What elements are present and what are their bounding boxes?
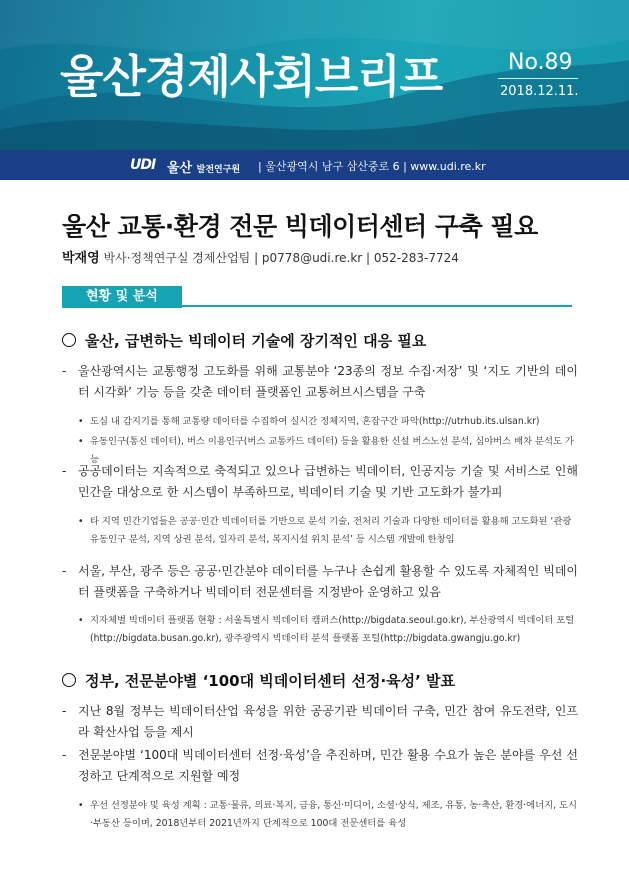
dash-bullet: - [62,564,67,578]
org-name-sub: 발전연구원 [196,165,241,175]
heading-2-text: 정부, 전문분야별 ‘100대 빅데이터센터 선정·육성’ 발표 [85,672,456,690]
masthead [0,0,629,150]
note-2-text: 유동인구(통신 데이터), 버스 이용인구(버스 교통카드 데이터) 등을 활용한 신설 버스노선 분석, 심야버스 배차 분석도 가능 [90,436,574,465]
circle-bullet-icon [62,333,76,347]
paragraph-2 [62,461,578,503]
dash-bullet: - [62,748,67,762]
issue-date: 2018.12.11. [500,84,579,99]
paragraph-3 [62,561,578,603]
note-4-text: 지자체별 빅데이터 플랫폼 현황 : 서울특별시 빅데이터 캠퍼스(http://bigdata.seoul.go.kr), 부산광역시 빅데이터 포털(http://bigdata.busan.go.kr), 광주광역시 빅데이터 분석 플랫폼 포털(http://bigdata.gwangju.go.kr) [90,615,575,644]
paragraph-1 [62,361,578,403]
paragraph-4-text: 지난 8월 정부는 빅데이터산업 육성을 위한 공공기관 빅데이터 구축, 민간 참여 유도전략, 인프라 확산사업 등을 제시 [78,704,578,739]
paragraph-3-text: 서울, 부산, 광주 등은 공공·민간분야 데이터를 누구나 손쉽게 활용할 수 있도록 자체적인 빅데이터 플랫폼을 구축하거나 빅데이터 전문센터를 지정받아 운영하고 있음 [78,564,578,599]
org-name [167,157,240,176]
dash-bullet: - [62,464,67,478]
author-info: 박사·정책연구실 경제산업팀 | p0778@udi.re.kr | 052-283-7724 [103,251,459,265]
address-and-website: | 울산광역시 남구 삼산중로 6 | www.udi.re.kr [258,160,486,173]
article-title: 울산 교통·환경 전문 빅데이터센터 구축 필요 [62,212,538,241]
heading-2 [62,670,455,691]
section-underline [182,305,572,307]
dash-bullet: - [62,704,67,718]
author-line [62,247,459,266]
dot-bullet: • [78,800,84,811]
issue-number: No.89 [508,50,573,75]
brief-title: 울산경제사회브리프 [60,50,443,103]
heading-1 [62,330,426,351]
udi-logo: UDI [130,157,156,173]
note-4 [78,612,578,648]
note-5 [78,797,578,833]
dash-bullet: - [62,364,67,378]
heading-1-text: 울산, 급변하는 빅데이터 기술에 장기적인 대응 필요 [85,332,427,350]
issue-divider [498,78,578,79]
note-1 [78,413,578,431]
note-3 [78,513,578,549]
paragraph-4 [62,701,578,743]
note-3-text: 타 지역 민간기업들은 공공·민간 빅데이터를 기반으로 분석 기술, 전처리 기술과 다양한 데이터를 활용해 고도화된 ‘관광 유동인구 분석, 지역 상권 분석, 일자리 분석, 복지시설 위치 분석’ 등 시스템 개발에 한창임 [90,516,572,545]
dot-bullet: • [78,436,84,447]
section-tab: 현황 및 분석 [62,286,182,308]
org-name-main: 울산 [167,161,193,176]
author-name: 박재영 [62,251,100,266]
dot-bullet: • [78,416,84,427]
circle-bullet-icon [62,673,76,687]
dot-bullet: • [78,615,84,626]
paragraph-5 [62,745,578,787]
paragraph-2-text: 공공데이터는 지속적으로 축적되고 있으나 급변하는 빅데이터, 인공지능 기술 및 서비스로 인해 민간을 대상으로 한 시스템이 부족하므로, 빅데이터 기술 및 기반 고도화가 불가피 [78,464,578,499]
dot-bullet: • [78,516,84,527]
note-1-text: 도심 내 감지기를 통해 교통량 데이터를 수집하여 실시간 정체지역, 혼잡구간 파악(http://utrhub.its.ulsan.kr) [90,416,540,427]
note-5-text: 우선 선정분야 및 육성 계획 : 교통·물류, 의료·복지, 금융, 통신·미디어, 소셜·상식, 제조, 유통, 농·축산, 환경·에너지, 도시·부동산 등이며, 2018년부터 2021년까지 단계적으로 100대 전문센터를 육성 [90,800,577,829]
paragraph-1-text: 울산광역시는 교통행정 고도화를 위해 교통분야 ‘23종의 정보 수집·저장’ 및 ‘지도 기반의 데이터 시각화’ 기능 등을 갖춘 데이터 플랫폼인 교통허브시스템을 구축 [78,364,578,399]
paragraph-5-text: 전문분야별 ‘100대 빅데이터센터 선정·육성’을 추진하며, 민간 활용 수요가 높은 분야를 우선 선정하고 단계적으로 지원할 예정 [78,748,578,783]
